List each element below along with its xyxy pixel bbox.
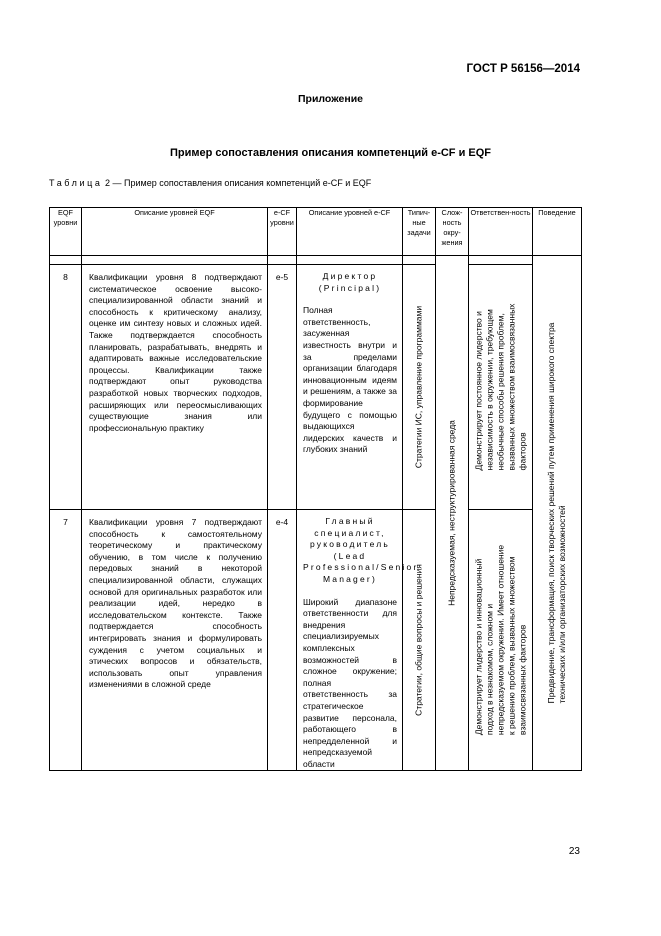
header-eqf-levels: EQF уровни <box>50 208 82 256</box>
behavior-cell <box>533 256 582 771</box>
responsibility-8 <box>469 265 533 510</box>
header-complexity: Слож-ность окру-жения <box>436 208 469 256</box>
table-header-row <box>50 208 582 256</box>
eqf-description-7: Квалификации уровня 7 подтверждают способность к самостоятельному теоретическому и практическому обучению, в том числе к получению передовых знаний в некоторой специализированной области, служащих основой для оригинальных разработок или реализации идей, нередко в исследовательском контексте. Также подтверждается способность интегрировать знания и формулировать суждения с учетом социальных и этических вопросов и обязательств, использовать опыт управления изменениями в сложной среде <box>82 510 268 771</box>
ecf-level-e5: e-5 <box>268 265 297 510</box>
ecf-body-e4: Широкий диапазоне ответственности для внедрения специализируемых комплексных возможностей в сложное окружение; полная ответственность за стратегическое развитие персонала, работающего в непредделенной и непредсказуемой области <box>303 596 397 769</box>
behavior-text: Предвидение, трансформация, поиск творческих решений путем применения широкого спектра технических и/или организаторских возможностей <box>546 322 567 704</box>
ecf-title-e4: Главный специалист, руководитель (Lead Professional/Senior Manager) <box>303 516 419 584</box>
ecf-body-e5: Полная ответственность, засуженная известность внутри и за пределами организации благодаря инновационным идеям и решениям, а также за формирование будущего с помощью выдающихся лидерских качеств и глубоких знаний <box>303 305 397 455</box>
header-ecf-levels: e-CF уровни <box>268 208 297 256</box>
header-ecf-description: Описание уровней e-CF <box>297 208 403 256</box>
header-behavior: Поведение <box>533 208 582 256</box>
responsibility-text-8: Демонстрирует постоянное лидерство и независимость в окружении, требующем необычные способы решения проблем, вызванных множеством взаимосвязанных факторов <box>473 303 527 471</box>
ecf-description-e5 <box>297 265 403 510</box>
eqf-level-7: 7 <box>50 510 82 771</box>
responsibility-7 <box>469 510 533 771</box>
responsibility-text-7: Демонстрирует лидерство и инновационный подход в незнакомом, сложном и непредсказуемом окружении. Имеет отношение к решению проблем, вызванных множеством взаимосвязанных факторов <box>473 545 527 736</box>
standard-number: ГОСТ Р 56156—2014 <box>466 63 580 75</box>
typical-tasks-7: Стратегии, общие вопросы и решения <box>403 510 436 771</box>
eqf-description-8: Квалификации уровня 8 подтверждают систематическое освоение высоко-специализированной области знаний и способность к критическому анализу, оценке им синтезу новых и сложных идей. Также подтверждается способность планировать, разрабатывать, внедрять и адаптировать важные исследовательские процессы. Квалификации также подтверждают опыт руководства разработкой новых творческих подходов, расширяющих или переосмысливающих существующие знания или профессиональную практику <box>82 265 268 510</box>
caption-text: 2 — Пример сопоставления описания компетенций e-CF и EQF <box>105 178 372 188</box>
header-typical-tasks: Типич-ные задачи <box>403 208 436 256</box>
page-number: 23 <box>568 846 580 857</box>
table-row-level-7 <box>50 510 582 771</box>
ecf-title-e5: Директор (Principal) <box>318 271 382 293</box>
header-eqf-description: Описание уровней EQF <box>82 208 268 256</box>
table-caption <box>49 178 371 188</box>
ecf-level-e4: e-4 <box>268 510 297 771</box>
complexity-text: Непредсказуемая, неструктурированная среда <box>446 420 457 607</box>
table-row-level-8 <box>50 265 582 510</box>
appendix-label: Приложение <box>297 93 363 105</box>
eqf-level-8: 8 <box>50 265 82 510</box>
competency-table <box>49 207 582 771</box>
header-responsibility: Ответствен-ность <box>469 208 533 256</box>
complexity-cell <box>436 256 469 771</box>
caption-label: Таблица <box>49 178 103 188</box>
section-title: Пример сопоставления описания компетенций e-CF и EQF <box>169 147 492 159</box>
typical-tasks-8: Стратегии ИС, управление программами <box>403 265 436 510</box>
spacer-row <box>50 256 582 265</box>
